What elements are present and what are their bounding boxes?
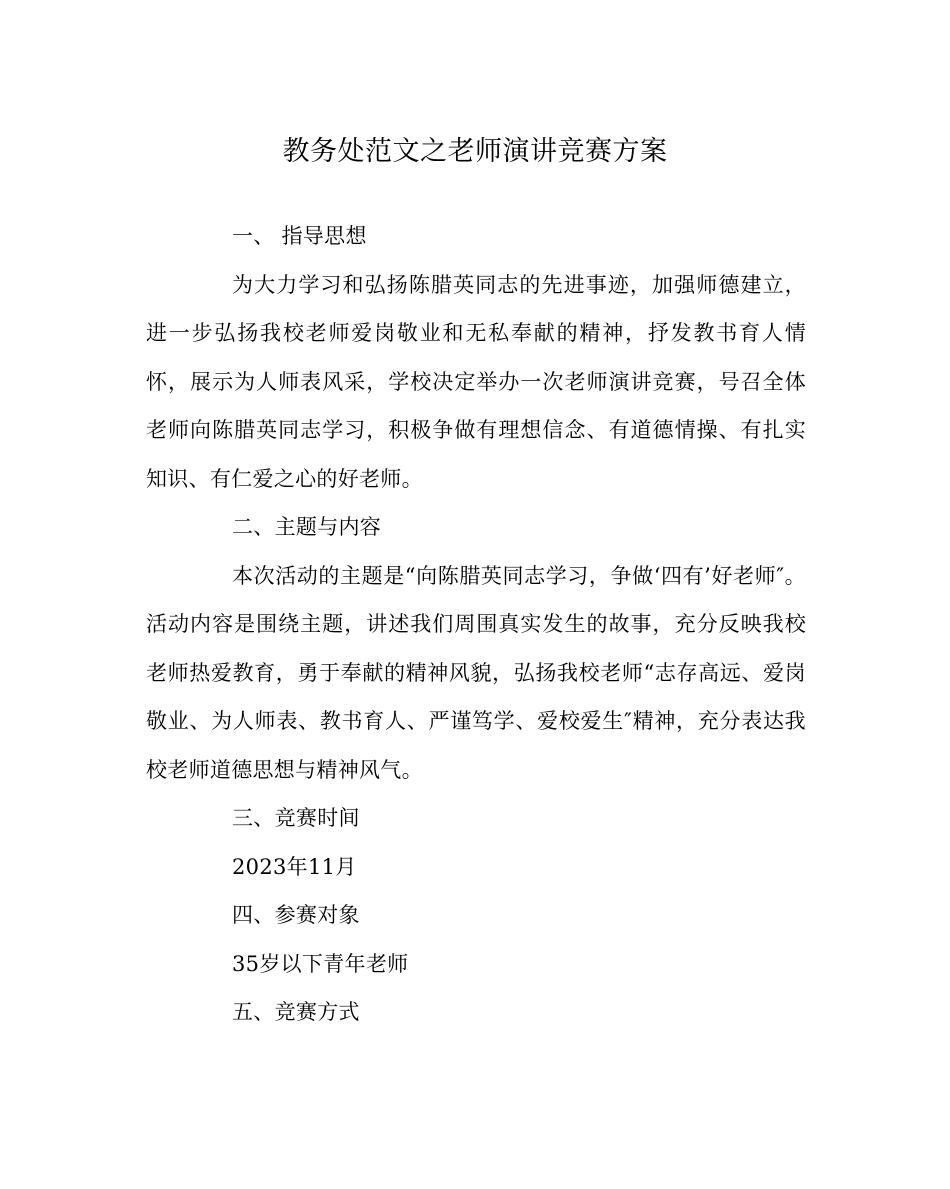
- document-title: 教务处范文之老师演讲竞赛方案: [282, 136, 668, 167]
- section-heading-3: 三、竞赛时间: [232, 806, 360, 830]
- section-heading-5: 五、竞赛方式: [232, 1000, 360, 1024]
- section-heading-1: 一、 指导思想: [232, 224, 367, 248]
- section-paragraph-2: 本次活动的主题是“向陈腊英同志学习，争做‘四有’好老师″。活动内容是围绕主题，讲述我们周围真实发生的故事，充分反映我校老师热爱教育，勇于奉献的精神风貌，弘扬我校老师“志存高远、爱岗敬业、为人师表、教书育人、严谨笃学、爱校爱生″精神，充分表达我校老师道德思想与精神风气。: [146, 563, 806, 782]
- section-paragraph-1: 为大力学习和弘扬陈腊英同志的先进事迹，加强师德建立，进一步弘扬我校老师爱岗敬业和无私奉献的精神，抒发教书育人情怀，展示为人师表风采，学校决定举办一次老师演讲竞赛，号召全体老师向陈腊英同志学习，积极争做有理想信念、有道德情操、有扎实知识、有仁爱之心的好老师。: [146, 272, 806, 491]
- section-paragraph-4: 35岁以下青年老师: [232, 951, 409, 976]
- section-heading-2: 二、主题与内容: [232, 515, 382, 539]
- section-heading-4: 四、参赛对象: [232, 903, 360, 927]
- document-body: [146, 212, 806, 1037]
- section-paragraph-3: 2023年11月: [232, 854, 357, 879]
